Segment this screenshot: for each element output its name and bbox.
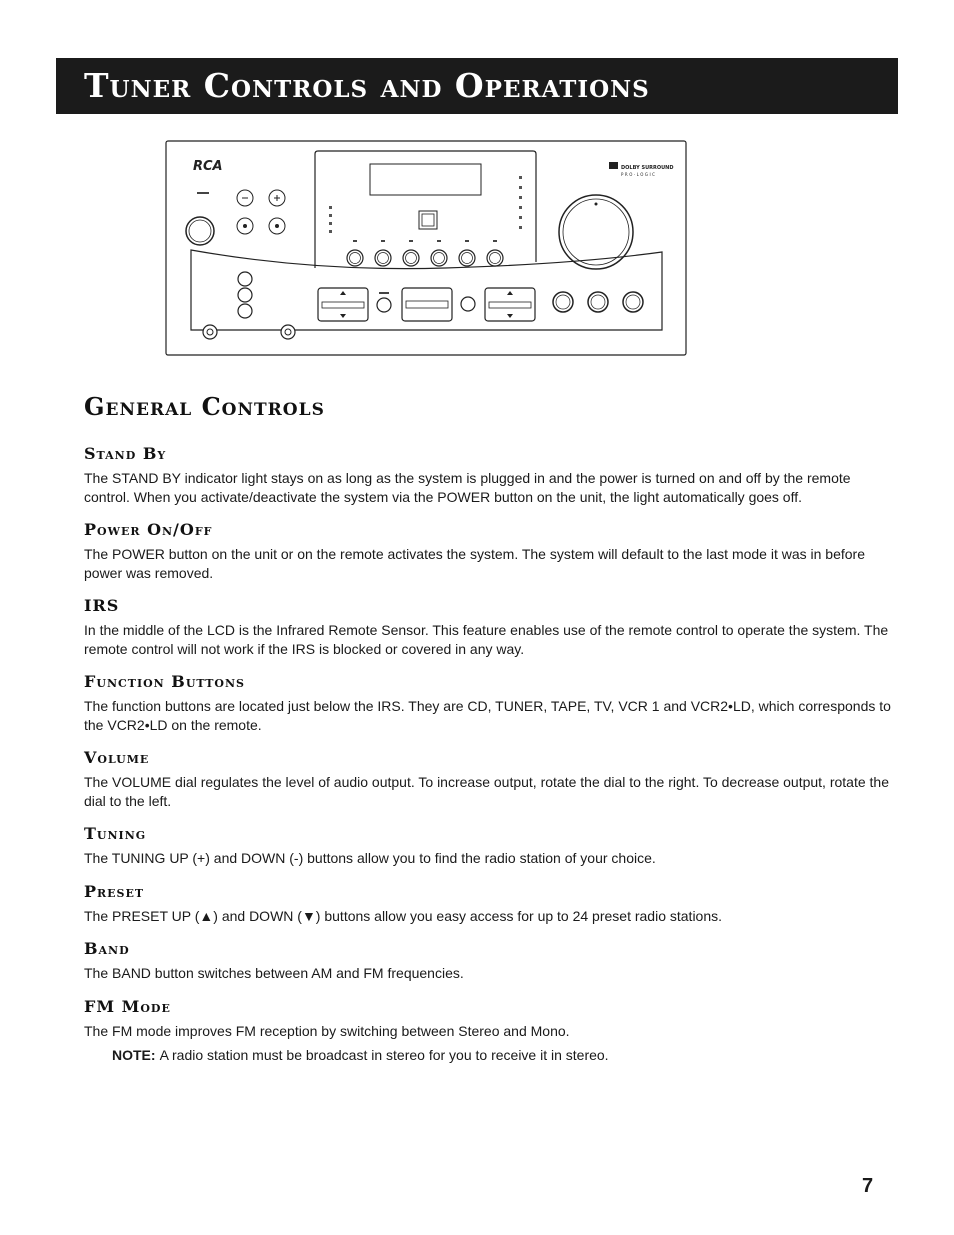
- lcd-display: [370, 164, 481, 195]
- item-text: The TUNING UP (+) and DOWN (-) buttons allow you to find the radio station of your choice.: [84, 850, 656, 866]
- title-bar: [56, 58, 898, 114]
- item-heading: Function Buttons: [84, 672, 245, 691]
- item-text: The function buttons are located just below the IRS. They are CD, TUNER, TAPE, TV, VCR 1 and VCR2•LD, which corresponds to the VCR2•LD on the remote.: [84, 698, 891, 733]
- item-preset: [84, 882, 898, 926]
- tuner-front-panel-svg: [165, 140, 687, 356]
- item-heading: Band: [84, 939, 130, 958]
- item-text: The POWER button on the unit or on the remote activates the system. The system will default to the last mode it was in before power was removed.: [84, 546, 866, 581]
- dolby-logo-line2: PRO·LOGIC: [621, 172, 657, 177]
- rca-logo: RCA: [193, 159, 223, 174]
- item-text: The FM mode improves FM reception by switching between Stereo and Mono.: [84, 1022, 570, 1039]
- item-heading: Power On/Off: [84, 520, 213, 539]
- standby-indicator: [197, 192, 209, 194]
- note-label: NOTE:: [112, 1047, 156, 1063]
- power-button: [186, 217, 214, 245]
- item-heading: Stand By: [84, 444, 167, 463]
- item-heading: FM Mode: [84, 996, 171, 1016]
- volume-dial: [559, 195, 633, 269]
- item-volume: [84, 748, 898, 810]
- dolby-mark: [609, 162, 618, 169]
- item-power: [84, 520, 898, 582]
- item-heading: Volume: [84, 748, 150, 767]
- item-irs: [84, 596, 898, 658]
- item-heading: Tuning: [84, 824, 147, 843]
- section-title: General Controls: [84, 392, 325, 421]
- item-heading: IRS: [84, 596, 120, 615]
- item-text: The BAND button switches between AM and FM frequencies.: [84, 965, 464, 981]
- item-text: The PRESET UP (▲) and DOWN (▼) buttons allow you easy access for up to 24 preset radio stations.: [84, 907, 723, 924]
- item-band: [84, 939, 898, 983]
- item-heading: Preset: [84, 881, 145, 901]
- item-text: The VOLUME dial regulates the level of audio output. To increase output, rotate the dial to the right. To decrease output, rotate the dial to the left.: [84, 774, 889, 809]
- note-text: A radio station must be broadcast in stereo for you to receive it in stereo.: [159, 1047, 609, 1063]
- item-stand-by: [84, 444, 898, 506]
- item-function-buttons: [84, 672, 898, 734]
- page-title: Tuner Controls and Operations: [84, 66, 650, 105]
- item-text: In the middle of the LCD is the Infrared Remote Sensor. This feature enables use of the remote control to operate the system. The remote control will not work if the IRS is blocked or covered in any way.: [84, 622, 889, 657]
- item-fm-mode: [84, 997, 898, 1065]
- item-text: The STAND BY indicator light stays on as long as the system is plugged in and the power is turned on and off by the remote control. When you activate/deactivate the system via the POWER button on the unit, the light automatically goes off.: [84, 470, 851, 505]
- controls-list: [84, 444, 898, 1078]
- tuner-front-panel-illustration: [165, 140, 687, 356]
- page-number: 7: [862, 1175, 874, 1197]
- dolby-logo-line1: DOLBY SURROUND: [621, 165, 674, 171]
- note: [112, 1046, 898, 1064]
- item-tuning: [84, 824, 898, 868]
